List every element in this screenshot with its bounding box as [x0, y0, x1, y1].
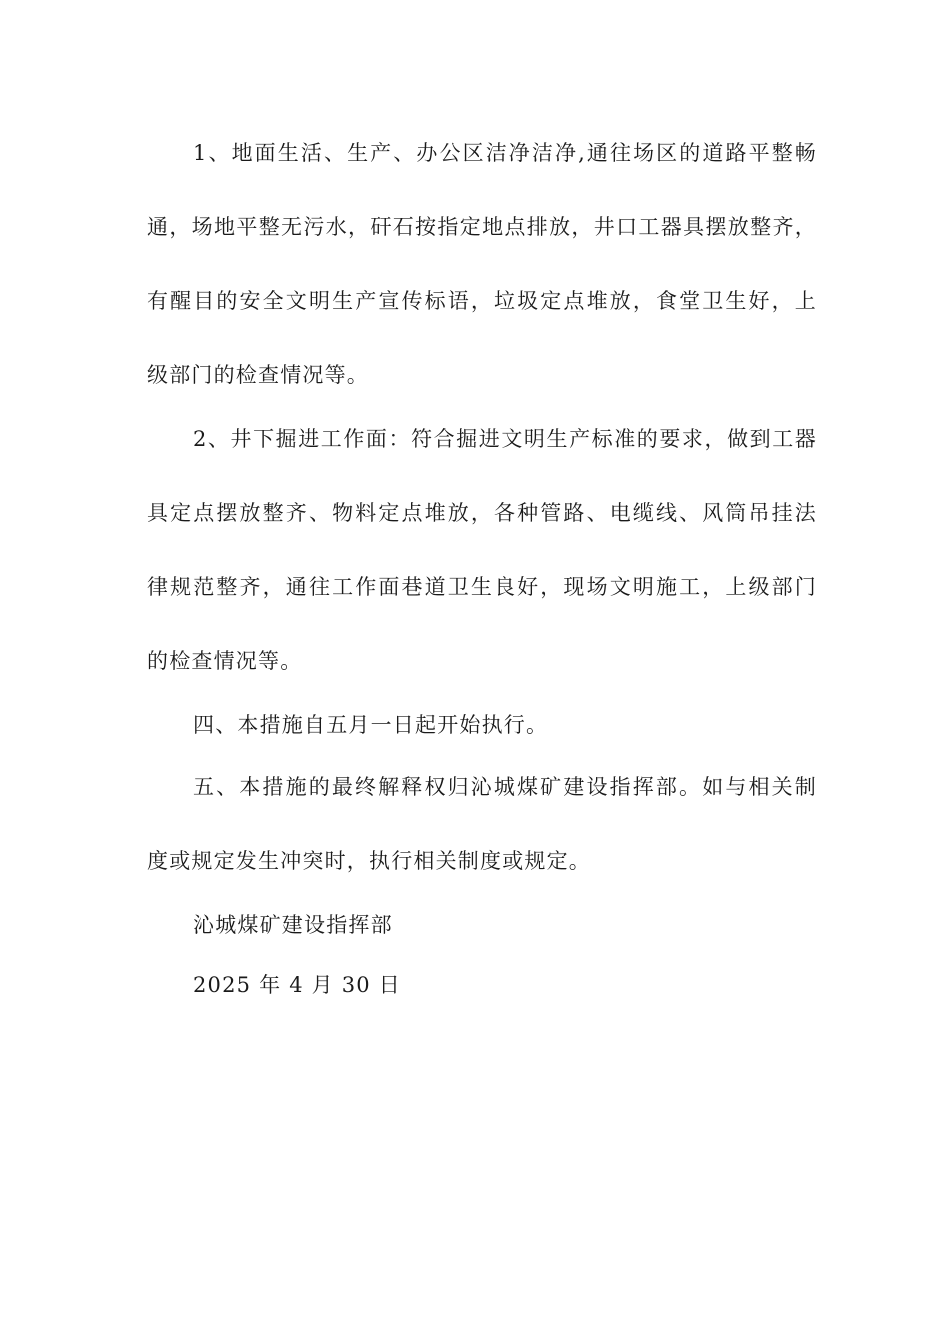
- signature-date: 2025 年 4 月 30 日: [193, 973, 401, 997]
- item-2-line-3: 律规范整齐，通往工作面巷道卫生良好，现场文明施工，上级部门: [147, 575, 817, 599]
- item-1-line-1: 1、地面生活、生产、办公区洁净洁净,通往场区的道路平整畅: [193, 141, 817, 165]
- item-2-line-2: 具定点摆放整齐、物料定点堆放，各种管路、电缆线、风筒吊挂法: [147, 501, 817, 525]
- item-1-line-3: 有醒目的安全文明生产宣传标语，垃圾定点堆放，食堂卫生好，上: [147, 289, 817, 313]
- item-1-line-4: 级部门的检查情况等。: [147, 363, 369, 387]
- clause-5-line-1: 五、本措施的最终解释权归沁城煤矿建设指挥部。如与相关制: [193, 775, 817, 799]
- clause-5-line-2: 度或规定发生冲突时，执行相关制度或规定。: [147, 849, 591, 873]
- item-1-line-2: 通，场地平整无污水，矸石按指定地点排放，井口工器具摆放整齐，: [147, 215, 817, 239]
- item-2-line-4: 的检查情况等。: [147, 649, 303, 673]
- clause-4-line-1: 四、本措施自五月一日起开始执行。: [193, 713, 549, 737]
- signature-organization: 沁城煤矿建设指挥部: [193, 913, 393, 937]
- item-2-line-1: 2、井下掘进工作面：符合掘进文明生产标准的要求，做到工器: [193, 427, 817, 451]
